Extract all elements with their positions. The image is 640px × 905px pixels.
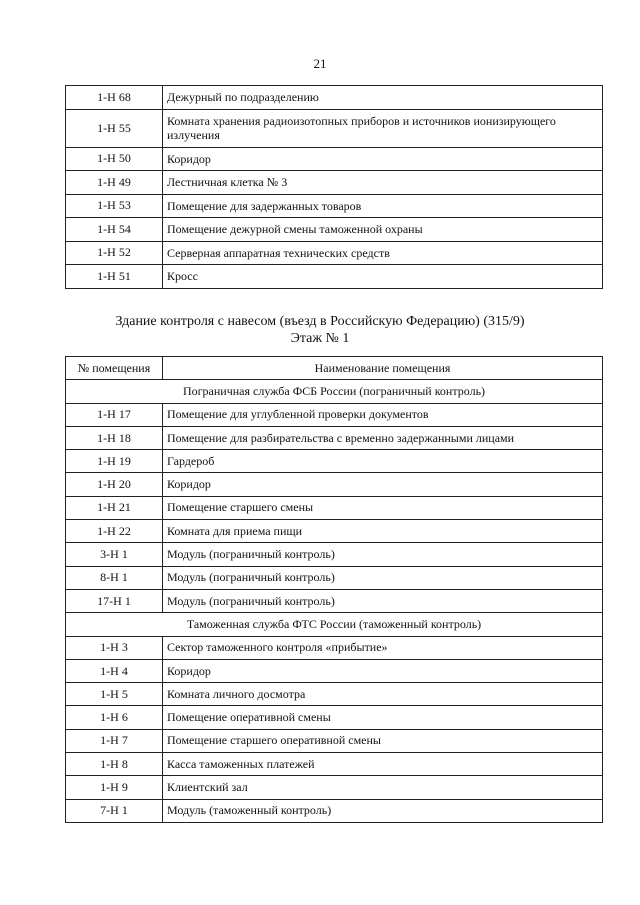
table-row (66, 543, 603, 566)
table-row (66, 194, 603, 218)
room-name: Серверная аппаратная технических средств (163, 241, 603, 265)
table-row (66, 753, 603, 776)
floor-title: Этаж № 1 (290, 331, 350, 346)
table-row (66, 776, 603, 799)
room-number: 1-Н 19 (66, 450, 163, 473)
table-row (66, 520, 603, 543)
room-name: Кросс (163, 265, 603, 289)
table-row (66, 241, 603, 265)
room-number: 1-Н 21 (66, 496, 163, 519)
room-number: 1-Н 49 (66, 171, 163, 195)
building-heading (0, 313, 640, 347)
table-row (66, 147, 603, 171)
table-row (66, 729, 603, 752)
building-title: Здание контроля с навесом (въезд в Российскую Федерацию) (315/9) (115, 314, 525, 329)
room-name: Гардероб (163, 450, 603, 473)
room-number: 1-Н 3 (66, 636, 163, 659)
room-name: Модуль (таможенный контроль) (163, 799, 603, 822)
room-name: Помещение старшего смены (163, 496, 603, 519)
table-row (66, 265, 603, 289)
room-number: 7-Н 1 (66, 799, 163, 822)
column-header-name: Наименование помещения (163, 357, 603, 380)
room-name: Помещение для углубленной проверки документов (163, 403, 603, 426)
room-number: 1-Н 4 (66, 659, 163, 682)
room-number: 1-Н 9 (66, 776, 163, 799)
table-row (66, 403, 603, 426)
table-row (66, 473, 603, 496)
table-header-row (66, 357, 603, 380)
room-number: 1-Н 52 (66, 241, 163, 265)
table-row (66, 450, 603, 473)
table-row (66, 683, 603, 706)
table-row (66, 566, 603, 589)
room-number: 1-Н 7 (66, 729, 163, 752)
room-number: 1-Н 8 (66, 753, 163, 776)
section-row (66, 613, 603, 636)
table-row (66, 589, 603, 612)
room-number: 1-Н 54 (66, 218, 163, 242)
room-number: 8-Н 1 (66, 566, 163, 589)
room-number: 1-Н 22 (66, 520, 163, 543)
table-row (66, 659, 603, 682)
table-row (66, 109, 603, 147)
page-number: 21 (313, 56, 327, 71)
table-row (66, 86, 603, 110)
room-number: 1-Н 5 (66, 683, 163, 706)
room-number: 1-Н 55 (66, 109, 163, 147)
room-name: Модуль (пограничный контроль) (163, 543, 603, 566)
room-number: 1-Н 50 (66, 147, 163, 171)
room-number: 1-Н 17 (66, 403, 163, 426)
room-number: 1-Н 51 (66, 265, 163, 289)
table-row (66, 171, 603, 195)
room-number: 17-Н 1 (66, 589, 163, 612)
room-number: 1-Н 20 (66, 473, 163, 496)
room-name: Помещение старшего оперативной смены (163, 729, 603, 752)
room-name: Помещение для задержанных товаров (163, 194, 603, 218)
rooms-table (65, 356, 603, 823)
rooms-table-continued (65, 85, 603, 289)
section-title-customs-service: Таможенная служба ФТС России (таможенный контроль) (66, 613, 603, 636)
room-number: 1-Н 6 (66, 706, 163, 729)
room-name: Помещение для разбирательства с временно задержанными лицами (163, 426, 603, 449)
room-name: Модуль (пограничный контроль) (163, 566, 603, 589)
room-name: Коридор (163, 659, 603, 682)
room-number: 1-Н 53 (66, 194, 163, 218)
room-name: Помещение дежурной смены таможенной охраны (163, 218, 603, 242)
table-row (66, 426, 603, 449)
table-row (66, 706, 603, 729)
section-row (66, 380, 603, 403)
room-name: Комната для приема пищи (163, 520, 603, 543)
table-row (66, 799, 603, 822)
room-number: 3-Н 1 (66, 543, 163, 566)
room-name: Коридор (163, 473, 603, 496)
room-name: Коридор (163, 147, 603, 171)
room-name: Помещение оперативной смены (163, 706, 603, 729)
room-name: Комната хранения радиоизотопных приборов и источников ионизирующего излучения (163, 109, 603, 147)
table-row (66, 636, 603, 659)
room-number: 1-Н 68 (66, 86, 163, 110)
room-name: Клиентский зал (163, 776, 603, 799)
section-title-border-service: Пограничная служба ФСБ России (пограничный контроль) (66, 380, 603, 403)
room-name: Касса таможенных платежей (163, 753, 603, 776)
room-name: Сектор таможенного контроля «прибытие» (163, 636, 603, 659)
room-name: Комната личного досмотра (163, 683, 603, 706)
table-row (66, 496, 603, 519)
table-row (66, 218, 603, 242)
column-header-number: № помещения (66, 357, 163, 380)
room-number: 1-Н 18 (66, 426, 163, 449)
room-name: Лестничная клетка № 3 (163, 171, 603, 195)
room-name: Модуль (пограничный контроль) (163, 589, 603, 612)
room-name: Дежурный по подразделению (163, 86, 603, 110)
